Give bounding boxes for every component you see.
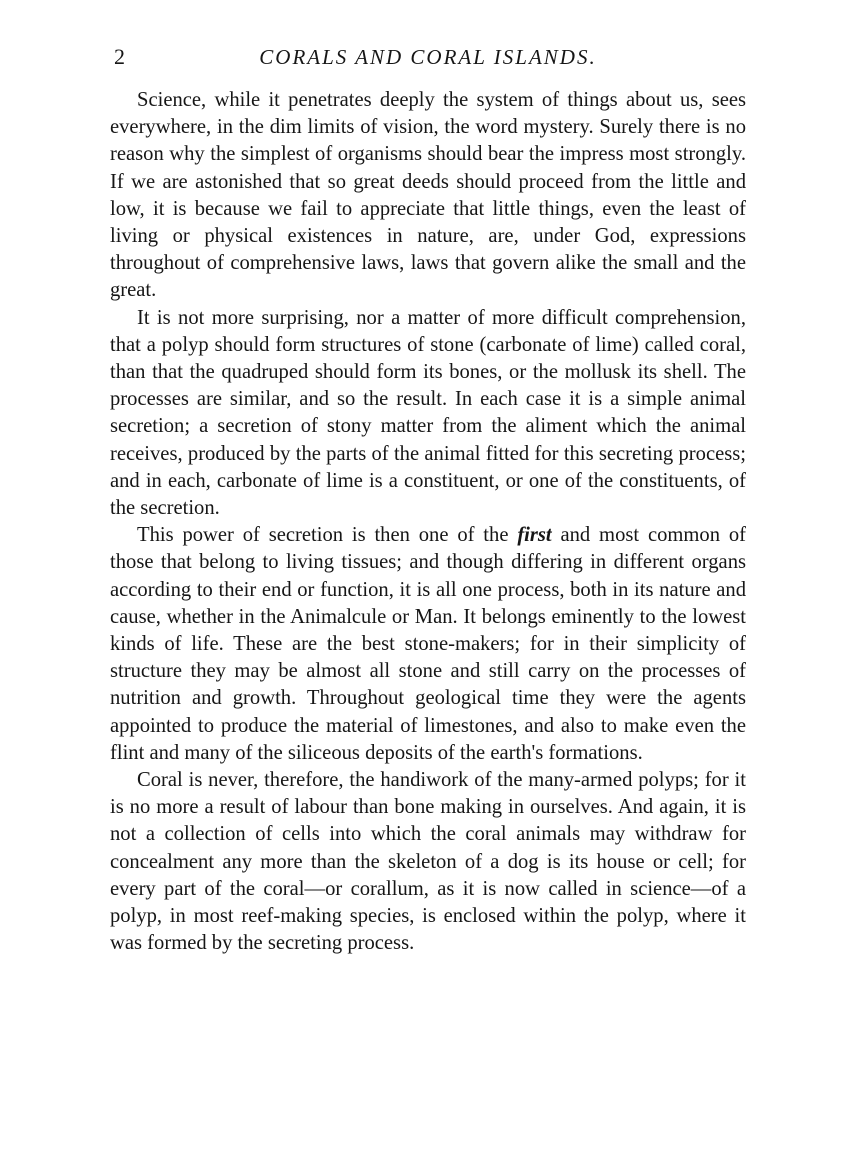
- running-head: CORALS AND CORAL ISLANDS.: [259, 45, 597, 69]
- body-text: [110, 87, 746, 958]
- paragraph-2: It is not more surprising, nor a matter of more difficult comprehension, that a polyp should form structures of stone (carbonate of lime) called coral, than that the quadruped should form its bones, or the mollusk its shell. The processes are similar, and so the result. In each case it is a simple animal secretion; a secretion of stony matter from the aliment which the animal receives, produced by the parts of the animal fitted for this secreting process; and in each, carbonate of lime is a constituent, or one of the constituents, of the secretion.: [110, 306, 746, 520]
- paragraph-4: Coral is never, therefore, the handiwork of the many-armed polyps; for it is no more a result of labour than bone making in ourselves. And again, it is not a collection of cells into which the coral animals may withdraw for concealment any more than the skeleton of a dog is its house or cell; for every part of the coral—or corallum, as it is now called in science—of a polyp, in most reef-making species, is enclosed within the polyp, where it was formed by the secreting process.: [110, 769, 746, 955]
- paragraph-3-text-before: This power of secretion is then one of the: [137, 524, 518, 547]
- paragraph-1: Science, while it penetrates deeply the system of things about us, sees everywhere, in the dim limits of vision, the word mystery. Surely there is no reason why the simplest of organisms should bear the impress most strongly. If we are astonished that so great deeds should proceed from the little and low, it is because we fail to appreciate that little things, even the least of living or physical existences in nature, are, under God, expressions throughout of comprehensive laws, laws that govern alike the small and the great.: [110, 89, 746, 302]
- paragraph-3: [110, 522, 746, 767]
- emphasized-word: first: [517, 524, 552, 547]
- page-number: 2: [114, 44, 125, 69]
- page-header: [110, 40, 746, 74]
- paragraph-3-text-after: and most common of those that belong to living tissues; and though differing in different organs according to their end or function, it is all one process, both in its nature and cause, whether in the Animalcule or Man. It belongs eminently to the lowest kinds of life. These are the best stone-makers; for in their simplicity of structure they may be almost all stone and still carry on the processes of nutrition and growth. Throughout geological time they were the agents appointed to produce the material of limestones, and also to make even the flint and many of the siliceous deposits of the earth's formations.: [110, 524, 746, 764]
